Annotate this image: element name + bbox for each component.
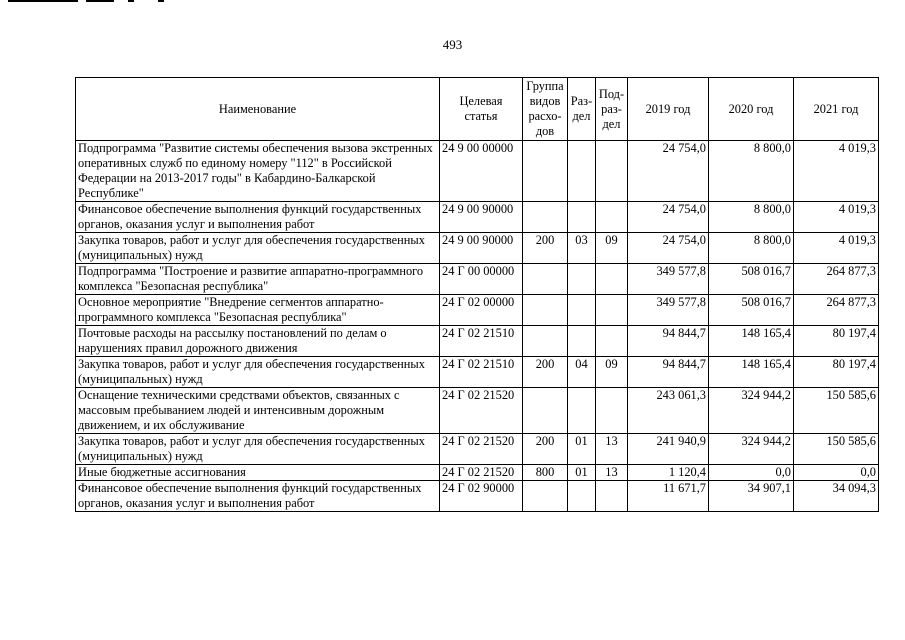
cell-name: Финансовое обеспечение выполнения функций государственных органов, оказания услуг и выполнения работ: [76, 202, 440, 233]
cell-target: 24 Г 02 21510: [440, 326, 523, 357]
table-row: [76, 388, 879, 434]
cell-group: [523, 202, 568, 233]
cell-name: Финансовое обеспечение выполнения функций государственных органов, оказания услуг и выполнения работ: [76, 481, 440, 512]
header-2021: 2021 год: [794, 78, 879, 141]
header-target: Целевая статья: [440, 78, 523, 141]
cell-2019: 243 061,3: [628, 388, 709, 434]
cell-target: 24 Г 02 90000: [440, 481, 523, 512]
cell-name: Иные бюджетные ассигнования: [76, 465, 440, 481]
cell-name: Основное мероприятие "Внедрение сегментов аппаратно-программного комплекса "Безопасная республика": [76, 295, 440, 326]
cell-target: 24 Г 00 00000: [440, 264, 523, 295]
cell-section: [568, 326, 596, 357]
table-row: [76, 233, 879, 264]
cell-group: 200: [523, 434, 568, 465]
cell-group: [523, 326, 568, 357]
cell-group: 800: [523, 465, 568, 481]
cell-name: Подпрограмма "Построение и развитие аппаратно-программного комплекса "Безопасная республика": [76, 264, 440, 295]
cell-group: [523, 481, 568, 512]
cell-target: 24 Г 02 00000: [440, 295, 523, 326]
cell-2019: 11 671,7: [628, 481, 709, 512]
header-subsection: Под-раз-дел: [596, 78, 628, 141]
cell-2020: 508 016,7: [709, 295, 794, 326]
scan-artifact-line: [8, 0, 168, 4]
cell-target: 24 Г 02 21520: [440, 434, 523, 465]
cell-section: [568, 388, 596, 434]
cell-target: 24 Г 02 21520: [440, 465, 523, 481]
cell-2021: 4 019,3: [794, 141, 879, 202]
cell-subsection: [596, 264, 628, 295]
table-row: [76, 295, 879, 326]
cell-2021: 80 197,4: [794, 326, 879, 357]
cell-2021: 4 019,3: [794, 233, 879, 264]
header-name: Наименование: [76, 78, 440, 141]
cell-group: [523, 264, 568, 295]
cell-2021: 34 094,3: [794, 481, 879, 512]
cell-2019: 94 844,7: [628, 357, 709, 388]
cell-2019: 94 844,7: [628, 326, 709, 357]
cell-2021: 264 877,3: [794, 264, 879, 295]
cell-target: 24 9 00 90000: [440, 233, 523, 264]
cell-target: 24 9 00 90000: [440, 202, 523, 233]
cell-2019: 1 120,4: [628, 465, 709, 481]
header-2019: 2019 год: [628, 78, 709, 141]
cell-target: 24 Г 02 21520: [440, 388, 523, 434]
cell-group: [523, 295, 568, 326]
cell-2020: 324 944,2: [709, 434, 794, 465]
cell-name: Почтовые расходы на рассылку постановлений по делам о нарушениях правил дорожного движения: [76, 326, 440, 357]
cell-2020: 34 907,1: [709, 481, 794, 512]
cell-2020: 148 165,4: [709, 326, 794, 357]
page-number: 493: [442, 37, 463, 52]
cell-name: Подпрограмма "Развитие системы обеспечения вызова экстренных оперативных служб по единому номеру "112" в Российской Федерации на 2013-2017 годы" в Кабардино-Балкарской Республике": [76, 141, 440, 202]
table-row: [76, 326, 879, 357]
cell-2019: 241 940,9: [628, 434, 709, 465]
cell-2021: 0,0: [794, 465, 879, 481]
cell-subsection: [596, 326, 628, 357]
table-row: [76, 465, 879, 481]
cell-subsection: [596, 481, 628, 512]
cell-section: 01: [568, 434, 596, 465]
cell-group: [523, 141, 568, 202]
cell-section: [568, 264, 596, 295]
table-header-row: [76, 78, 879, 141]
cell-2021: 264 877,3: [794, 295, 879, 326]
cell-subsection: [596, 202, 628, 233]
cell-name: Закупка товаров, работ и услуг для обеспечения государственных (муниципальных) нужд: [76, 233, 440, 264]
cell-subsection: [596, 141, 628, 202]
cell-2019: 349 577,8: [628, 295, 709, 326]
cell-section: 04: [568, 357, 596, 388]
cell-subsection: [596, 295, 628, 326]
cell-2019: 24 754,0: [628, 141, 709, 202]
cell-subsection: 09: [596, 233, 628, 264]
cell-subsection: 09: [596, 357, 628, 388]
cell-name: Закупка товаров, работ и услуг для обеспечения государственных (муниципальных) нужд: [76, 357, 440, 388]
cell-subsection: 13: [596, 434, 628, 465]
budget-table: [75, 77, 879, 512]
cell-group: 200: [523, 357, 568, 388]
cell-subsection: [596, 388, 628, 434]
cell-2021: 80 197,4: [794, 357, 879, 388]
cell-2021: 150 585,6: [794, 434, 879, 465]
cell-target: 24 Г 02 21510: [440, 357, 523, 388]
cell-group: 200: [523, 233, 568, 264]
cell-2019: 24 754,0: [628, 202, 709, 233]
cell-2020: 8 800,0: [709, 141, 794, 202]
cell-section: [568, 295, 596, 326]
table-row: [76, 264, 879, 295]
cell-subsection: 13: [596, 465, 628, 481]
cell-2020: 8 800,0: [709, 233, 794, 264]
header-group: Группа видов расхо-дов: [523, 78, 568, 141]
cell-2019: 24 754,0: [628, 233, 709, 264]
cell-2020: 148 165,4: [709, 357, 794, 388]
cell-section: 03: [568, 233, 596, 264]
cell-2021: 150 585,6: [794, 388, 879, 434]
table-row: [76, 434, 879, 465]
cell-section: 01: [568, 465, 596, 481]
cell-2021: 4 019,3: [794, 202, 879, 233]
table-row: [76, 141, 879, 202]
table-row: [76, 357, 879, 388]
header-section: Раз-дел: [568, 78, 596, 141]
header-2020: 2020 год: [709, 78, 794, 141]
cell-section: [568, 481, 596, 512]
cell-section: [568, 141, 596, 202]
cell-target: 24 9 00 00000: [440, 141, 523, 202]
cell-name: Закупка товаров, работ и услуг для обеспечения государственных (муниципальных) нужд: [76, 434, 440, 465]
cell-2019: 349 577,8: [628, 264, 709, 295]
cell-group: [523, 388, 568, 434]
cell-section: [568, 202, 596, 233]
cell-name: Оснащение техническими средствами объектов, связанных с массовым пребыванием людей и интенсивным дорожным движением, и их обслуживание: [76, 388, 440, 434]
cell-2020: 0,0: [709, 465, 794, 481]
cell-2020: 8 800,0: [709, 202, 794, 233]
cell-2020: 324 944,2: [709, 388, 794, 434]
table-body: [76, 141, 879, 512]
cell-2020: 508 016,7: [709, 264, 794, 295]
table-row: [76, 202, 879, 233]
table-row: [76, 481, 879, 512]
